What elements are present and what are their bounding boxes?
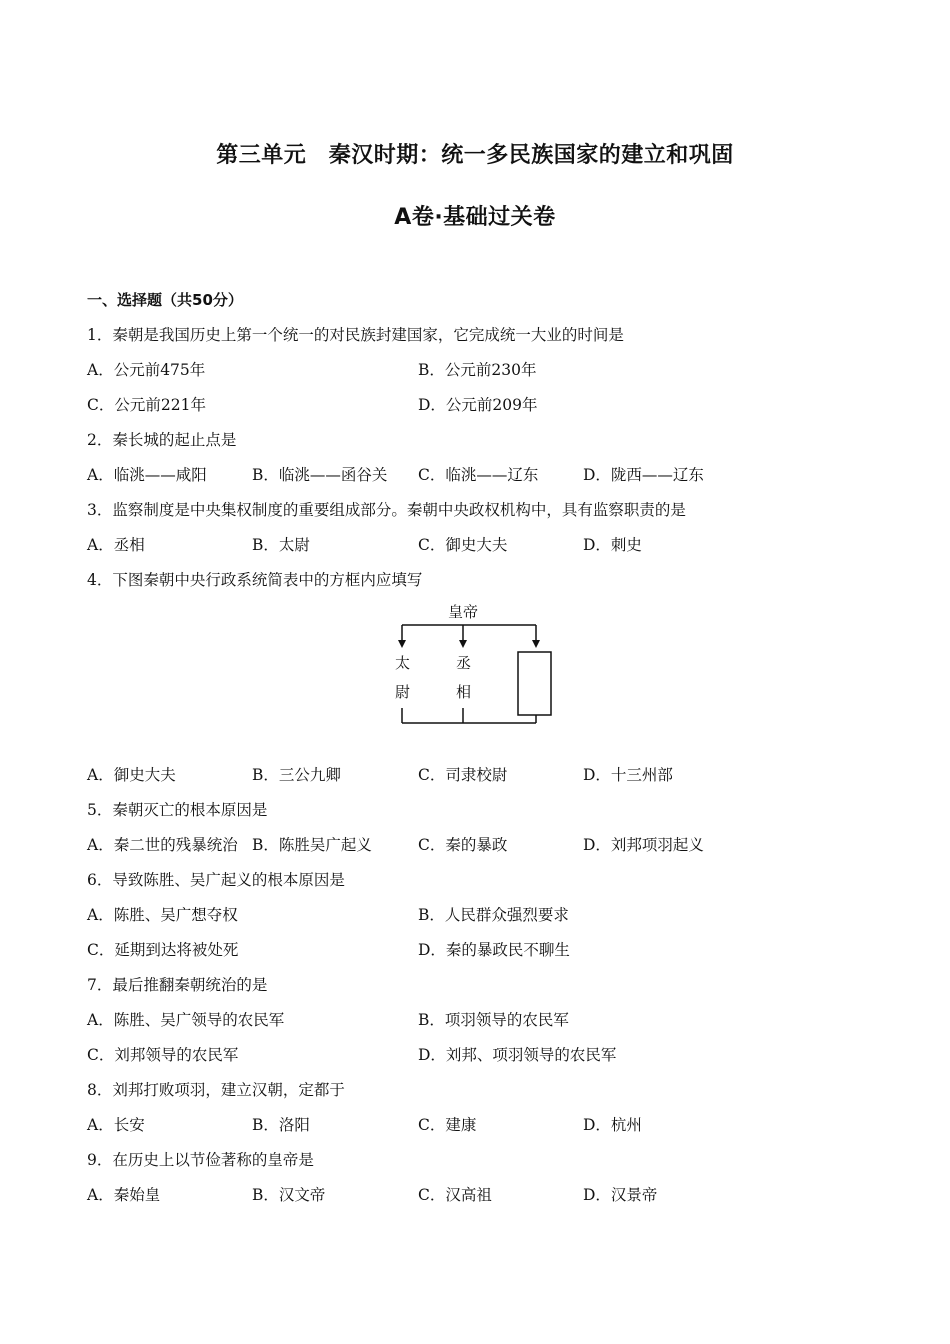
- option-c: C．汉高祖: [418, 1186, 492, 1204]
- option-b: B．临洮——函谷关: [252, 466, 388, 484]
- option-c: C．建康: [418, 1116, 477, 1134]
- option-a: A．丞相: [87, 536, 145, 554]
- option-d: D．汉景帝: [583, 1186, 658, 1204]
- option-b: B．洛阳: [252, 1116, 310, 1134]
- diagram-mid-char-1: 丞: [456, 654, 472, 672]
- question-stem: 8．刘邦打败项羽，建立汉朝，定都于: [87, 1081, 345, 1099]
- option-d: D．公元前209年: [418, 396, 538, 414]
- question-stem: 4．下图秦朝中央行政系统简表中的方框内应填写: [87, 571, 423, 589]
- question-stem: 2．秦长城的起止点是: [87, 431, 237, 449]
- option-a: A．临洮——咸阳: [87, 466, 207, 484]
- option-a: A．公元前475年: [87, 361, 206, 379]
- page-subtitle: A卷·基础过关卷: [394, 205, 556, 230]
- option-a: A．秦二世的残暴统治: [87, 836, 238, 854]
- diagram-left-arrowhead: [398, 640, 406, 648]
- option-c: C．临洮——辽东: [418, 466, 539, 484]
- option-c: C．公元前221年: [87, 396, 206, 414]
- question-stem: 6．导致陈胜、吴广起义的根本原因是: [87, 871, 345, 889]
- option-d: D．刘邦、项羽领导的农民军: [418, 1046, 617, 1064]
- qin-admin-diagram: [380, 598, 580, 730]
- question-stem: 7．最后推翻秦朝统治的是: [87, 976, 268, 994]
- diagram-left-char-1: 太: [395, 654, 411, 672]
- diagram-mid-char-2: 相: [456, 683, 472, 701]
- option-a: A．秦始皇: [87, 1186, 161, 1204]
- option-d: D．刺史: [583, 536, 642, 554]
- section-heading: 一、选择题（共50分）: [87, 291, 243, 309]
- option-c: C．秦的暴政: [418, 836, 508, 854]
- option-b: B．人民群众强烈要求: [418, 906, 569, 924]
- option-a: A．御史大夫: [87, 766, 176, 784]
- diagram-blank-box: [518, 652, 551, 715]
- option-a: A．长安: [87, 1116, 145, 1134]
- question-stem: 9．在历史上以节俭著称的皇帝是: [87, 1151, 314, 1169]
- option-a: A．陈胜、吴广想夺权: [87, 906, 238, 924]
- option-c: C．刘邦领导的农民军: [87, 1046, 239, 1064]
- page-title: 第三单元 秦汉时期：统一多民族国家的建立和巩固: [216, 143, 734, 168]
- option-b: B．太尉: [252, 536, 310, 554]
- question-stem: 5．秦朝灭亡的根本原因是: [87, 801, 268, 819]
- option-c: C．延期到达将被处死: [87, 941, 239, 959]
- option-c: C．御史大夫: [418, 536, 508, 554]
- diagram-left-char-2: 尉: [395, 683, 411, 701]
- option-b: B．项羽领导的农民军: [418, 1011, 569, 1029]
- question-stem: 3．监察制度是中央集权制度的重要组成部分。秦朝中央政权机构中，具有监察职责的是: [87, 501, 686, 519]
- option-d: D．杭州: [583, 1116, 642, 1134]
- option-a: A．陈胜、吴广领导的农民军: [87, 1011, 285, 1029]
- option-d: D．陇西——辽东: [583, 466, 704, 484]
- diagram-right-arrowhead: [532, 640, 540, 648]
- option-b: B．汉文帝: [252, 1186, 326, 1204]
- option-b: B．三公九卿: [252, 766, 341, 784]
- diagram-emperor-label: 皇帝: [448, 603, 479, 621]
- option-d: D．刘邦项羽起义: [583, 836, 704, 854]
- option-d: D．十三州部: [583, 766, 673, 784]
- diagram-mid-arrowhead: [459, 640, 467, 648]
- option-d: D．秦的暴政民不聊生: [418, 941, 570, 959]
- option-c: C．司隶校尉: [418, 766, 508, 784]
- question-stem: 1．秦朝是我国历史上第一个统一的对民族封建国家，它完成统一大业的时间是: [87, 326, 624, 344]
- option-b: B．陈胜吴广起义: [252, 836, 372, 854]
- option-b: B．公元前230年: [418, 361, 537, 379]
